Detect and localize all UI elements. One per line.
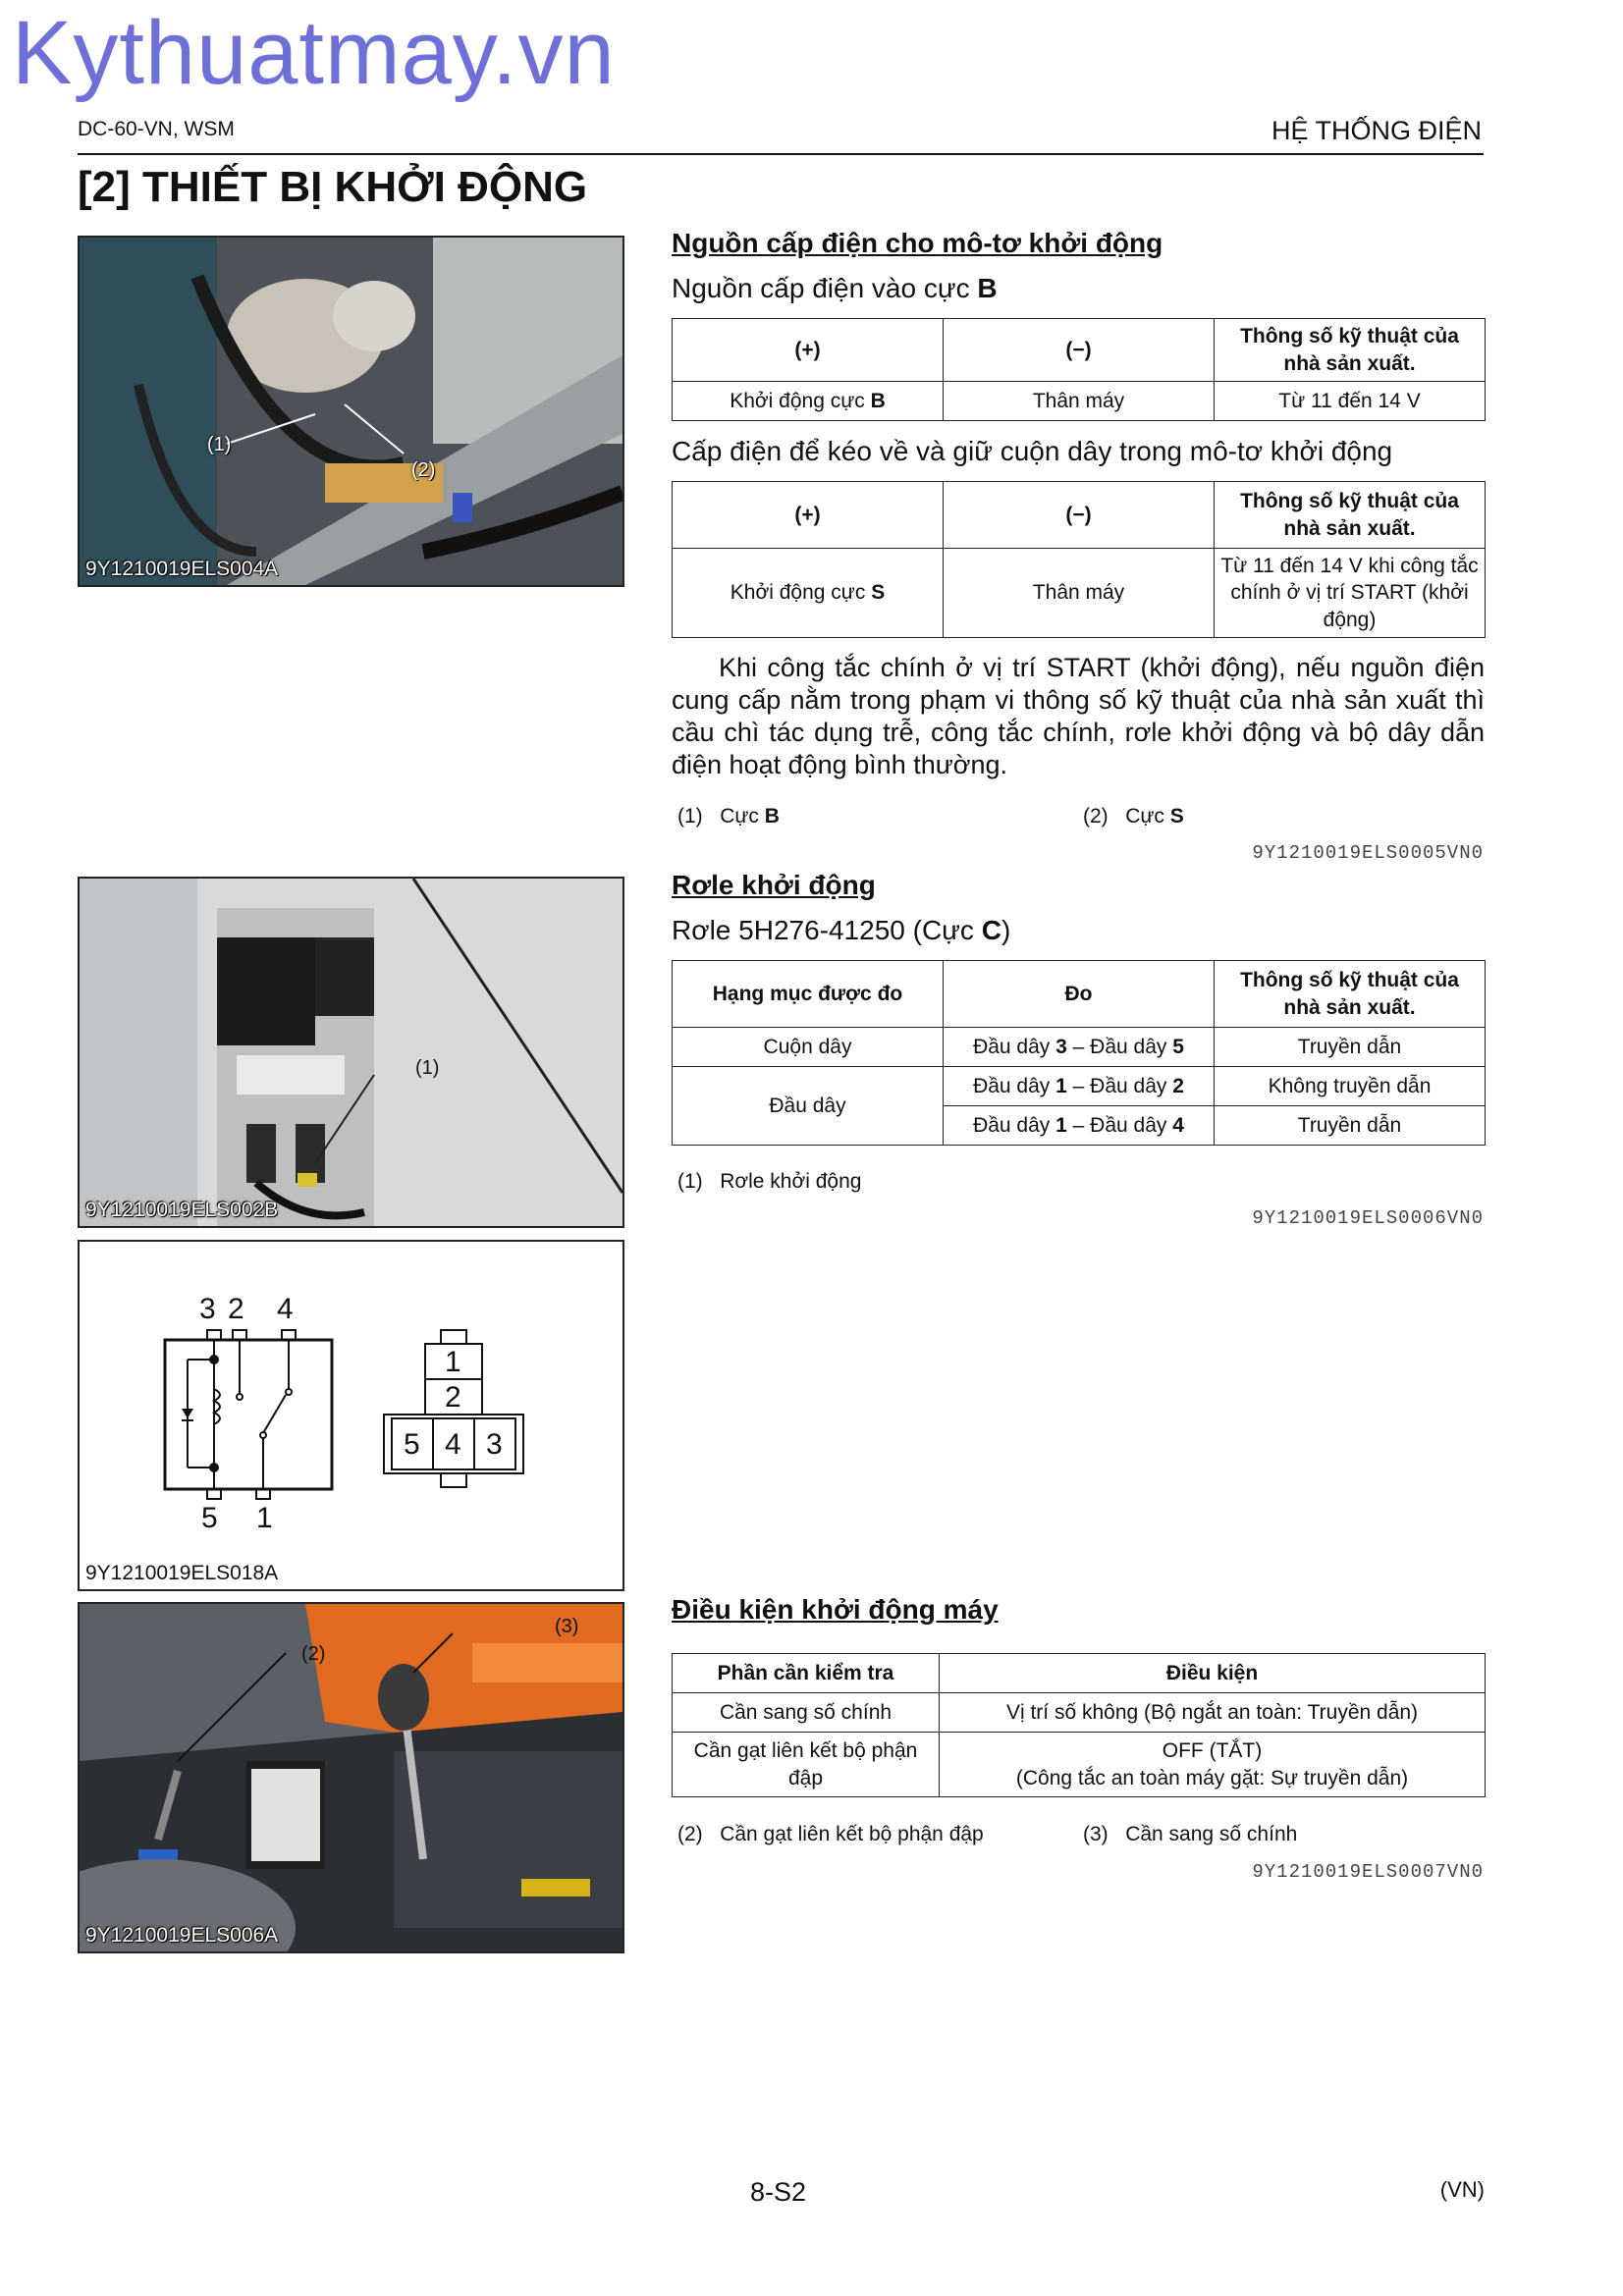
col-plus: (+) xyxy=(673,319,944,382)
table-row xyxy=(673,1028,1486,1067)
cell-measure: Đầu dây 3 – Đầu dây 5 xyxy=(944,1028,1215,1067)
watermark: Kythuatmay.vn xyxy=(12,3,616,103)
col-part: Phần cần kiểm tra xyxy=(673,1654,940,1693)
col-item: Hạng mục được đo xyxy=(673,961,944,1028)
col-spec: Thông số kỹ thuật của nhà sản xuất. xyxy=(1215,482,1486,549)
cell-negative: Thân máy xyxy=(944,549,1215,638)
pin-label: 4 xyxy=(277,1293,294,1325)
section-title-start-conditions: Điều kiện khởi động máy xyxy=(672,1594,999,1625)
subtitle-pull-in: Cấp điện để kéo về và giữ cuộn dây trong mô-tơ khởi động xyxy=(672,436,1393,466)
table-row xyxy=(673,1067,1486,1106)
levers-photo xyxy=(78,1602,624,1953)
callout-2: (2) xyxy=(411,459,436,481)
callout-3: (3) xyxy=(555,1616,579,1637)
pin-label: 1 xyxy=(256,1502,273,1534)
table-relay xyxy=(672,960,1486,1146)
col-condition: Điều kiện xyxy=(940,1654,1486,1693)
col-spec: Thông số kỹ thuật của nhà sản xuất. xyxy=(1215,319,1486,382)
connector-pin: 3 xyxy=(486,1428,503,1461)
col-measure: Đo xyxy=(944,961,1215,1028)
note-2: (2) Cần gạt liên kết bộ phận đập xyxy=(677,1823,984,1845)
language-tag: (VN) xyxy=(1439,2177,1485,2202)
cell-item: Cuộn dây xyxy=(673,1028,944,1067)
figure-id: 9Y1210019ELS006A xyxy=(85,1924,279,1947)
connector-pin: 4 xyxy=(445,1428,461,1461)
cell-measure: Đầu dây 1 – Đầu dây 2 xyxy=(944,1067,1215,1106)
ref-code: 9Y1210019ELS0005VN0 xyxy=(1252,842,1484,864)
table-terminal-s xyxy=(672,481,1486,638)
table-row xyxy=(673,1693,1486,1733)
relay-schematic xyxy=(78,1240,624,1591)
connector-pin: 1 xyxy=(445,1346,461,1378)
col-spec: Thông số kỹ thuật của nhà sản xuất. xyxy=(1215,961,1486,1028)
section-title-relay: Rơle khởi động xyxy=(672,870,876,900)
cell-spec: Không truyền dẫn xyxy=(1215,1067,1486,1106)
starter-motor-photo xyxy=(78,236,624,587)
subtitle-terminal-b: Nguồn cấp điện vào cực B xyxy=(672,273,998,303)
page-number: 8-S2 xyxy=(750,2177,807,2207)
header-rule xyxy=(78,153,1484,155)
cell-part: Cần gạt liên kết bộ phận đập xyxy=(673,1733,940,1797)
subtitle-relay-model: Rơle 5H276-41250 (Cực C) xyxy=(672,915,1011,945)
callout-2: (2) xyxy=(301,1643,326,1665)
callout-1: (1) xyxy=(415,1057,440,1079)
col-plus: (+) xyxy=(673,482,944,549)
table-terminal-b xyxy=(672,318,1486,421)
cell-positive: Khởi động cực S xyxy=(673,549,944,638)
starter-relay-photo xyxy=(78,877,624,1228)
cell-measure: Đầu dây 1 – Đầu dây 4 xyxy=(944,1106,1215,1146)
col-minus: (−) xyxy=(944,482,1215,549)
pin-label: 3 xyxy=(199,1293,216,1325)
col-minus: (−) xyxy=(944,319,1215,382)
cell-part: Cần sang số chính xyxy=(673,1693,940,1733)
pin-label: 5 xyxy=(201,1502,218,1534)
figure-id: 9Y1210019ELS004A xyxy=(85,558,279,580)
callout-1: (1) xyxy=(207,434,232,455)
section-name: HỆ THỐNG ĐIỆN xyxy=(1271,116,1482,145)
cell-condition: OFF (TẮT) (Công tắc an toàn máy gặt: Sự truyền dẫn) xyxy=(940,1733,1486,1797)
paragraph-start: Khi công tắc chính ở vị trí START (khởi động), nếu nguồn điện cung cấp nằm trong phạm vi thông số kỹ thuật của nhà sản xuất thì cầu chì tác dụng trễ, công tắc chính, rơle khởi động và bộ dây dẫn điện hoạt động bình thường. xyxy=(672,653,1485,779)
note-1: (1) Cực B xyxy=(677,805,780,828)
figure-id: 9Y1210019ELS002B xyxy=(85,1199,279,1221)
connector-pin: 2 xyxy=(445,1381,461,1414)
ref-code: 9Y1210019ELS0007VN0 xyxy=(1252,1861,1484,1883)
section-title-power: Nguồn cấp điện cho mô-tơ khởi động xyxy=(672,228,1163,258)
note-relay: (1) Rơle khởi động xyxy=(677,1170,862,1193)
cell-spec: Truyền dẫn xyxy=(1215,1106,1486,1146)
cell-spec: Từ 11 đến 14 V xyxy=(1215,382,1486,421)
figure-id: 9Y1210019ELS018A xyxy=(85,1562,279,1584)
cell-condition: Vị trí số không (Bộ ngắt an toàn: Truyền dẫn) xyxy=(940,1693,1486,1733)
table-start-conditions xyxy=(672,1653,1486,1797)
doc-code: DC-60-VN, WSM xyxy=(78,118,235,140)
note-3: (3) Cần sang số chính xyxy=(1083,1823,1298,1845)
ref-code: 9Y1210019ELS0006VN0 xyxy=(1252,1207,1484,1229)
cell-spec: Truyền dẫn xyxy=(1215,1028,1486,1067)
table-row xyxy=(673,1733,1486,1797)
cell-negative: Thân máy xyxy=(944,382,1215,421)
cell-spec: Từ 11 đến 14 V khi công tắc chính ở vị trí START (khởi động) xyxy=(1215,549,1486,638)
pin-label: 2 xyxy=(228,1293,244,1325)
note-2: (2) Cực S xyxy=(1083,805,1184,828)
connector-pin: 5 xyxy=(404,1428,420,1461)
page-title: [2] THIẾT BỊ KHỞI ĐỘNG xyxy=(78,163,588,211)
cell-item: Đầu dây xyxy=(673,1067,944,1146)
cell-positive: Khởi động cực B xyxy=(673,382,944,421)
